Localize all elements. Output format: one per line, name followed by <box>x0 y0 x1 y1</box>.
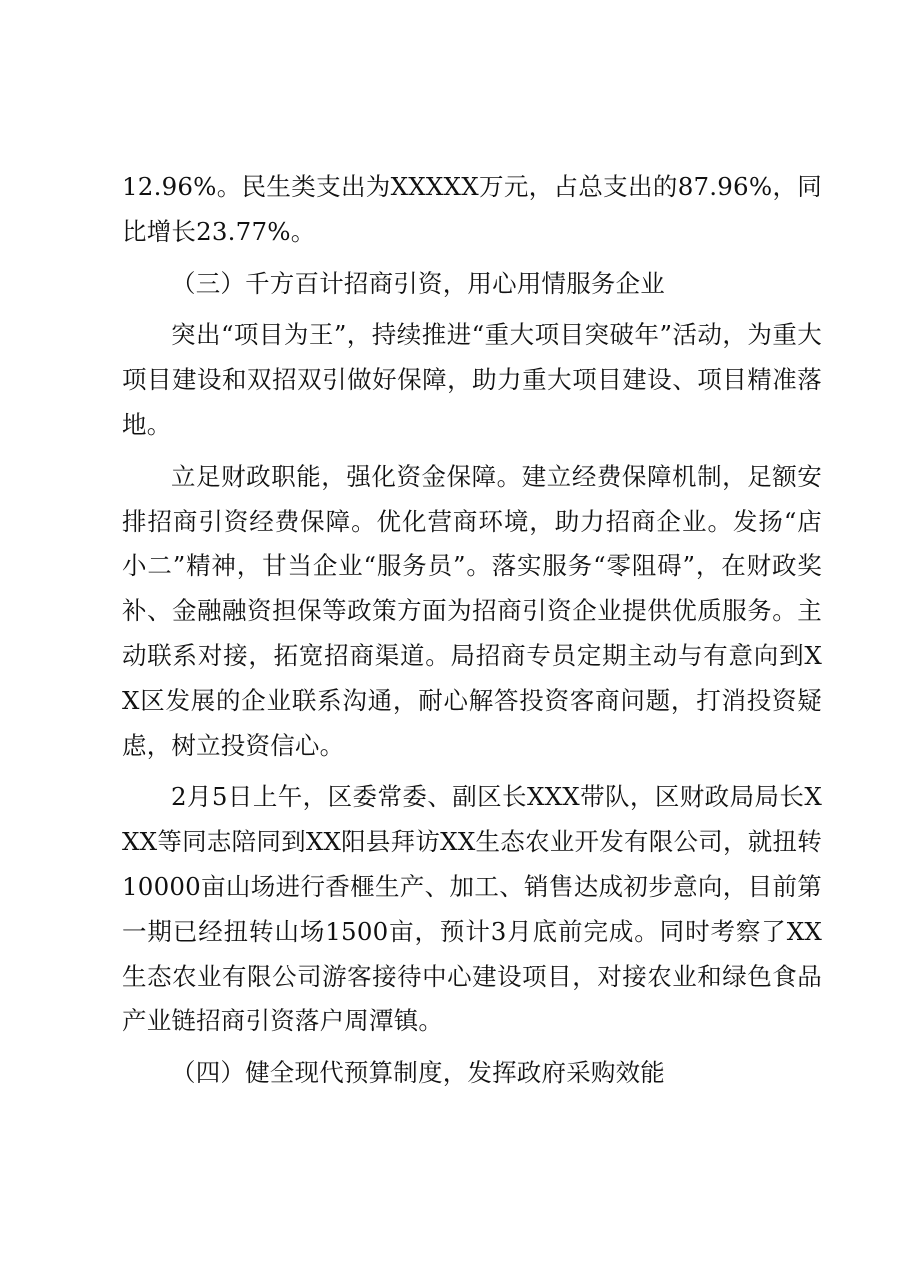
section-heading-three: （三）千方百计招商引资，用心用情服务企业 <box>171 268 665 298</box>
paragraph-project-priority: 突出“项目为王”，持续推进“重大项目突破年”活动，为重大项目建设和双招双引做好保障，助力重大项目建设、项目精准落地。 <box>122 320 822 439</box>
paragraph-visit-report: 2月5日上午，区委常委、副区长XXX带队，区财政局局长XXX等同志陪同到XX阳县拜访XX生态农业开发有限公司，就扭转10000亩山场进行香榧生产、加工、销售达成初步意向，目前第一期已经扭转山场1500亩，预计3月底前完成。同时考察了XX生态农业有限公司游客接待中心建设项目，对接农业和绿色食品产业链招商引资落户周潭镇。 <box>122 782 822 1036</box>
section-heading-four: （四）健全现代预算制度，发挥政府采购效能 <box>171 1058 665 1088</box>
paragraph-spending-continuation: 12.96%。民生类支出为XXXXX万元，占总支出的87.96%，同比增长23.77%。 <box>122 172 822 246</box>
paragraph-funding-support: 立足财政职能，强化资金保障。建立经费保障机制，足额安排招商引资经费保障。优化营商环境，助力招商企业。发扬“店小二”精神，甘当企业“服务员”。落实服务“零阻碍”，在财政奖补、金融融资担保等政策方面为招商引资企业提供优质服务。主动联系对接，拓宽招商渠道。局招商专员定期主动与有意向到XX区发展的企业联系沟通，耐心解答投资客商问题，打消投资疑虑，树立投资信心。 <box>122 461 822 760</box>
document-body <box>122 165 822 1096</box>
